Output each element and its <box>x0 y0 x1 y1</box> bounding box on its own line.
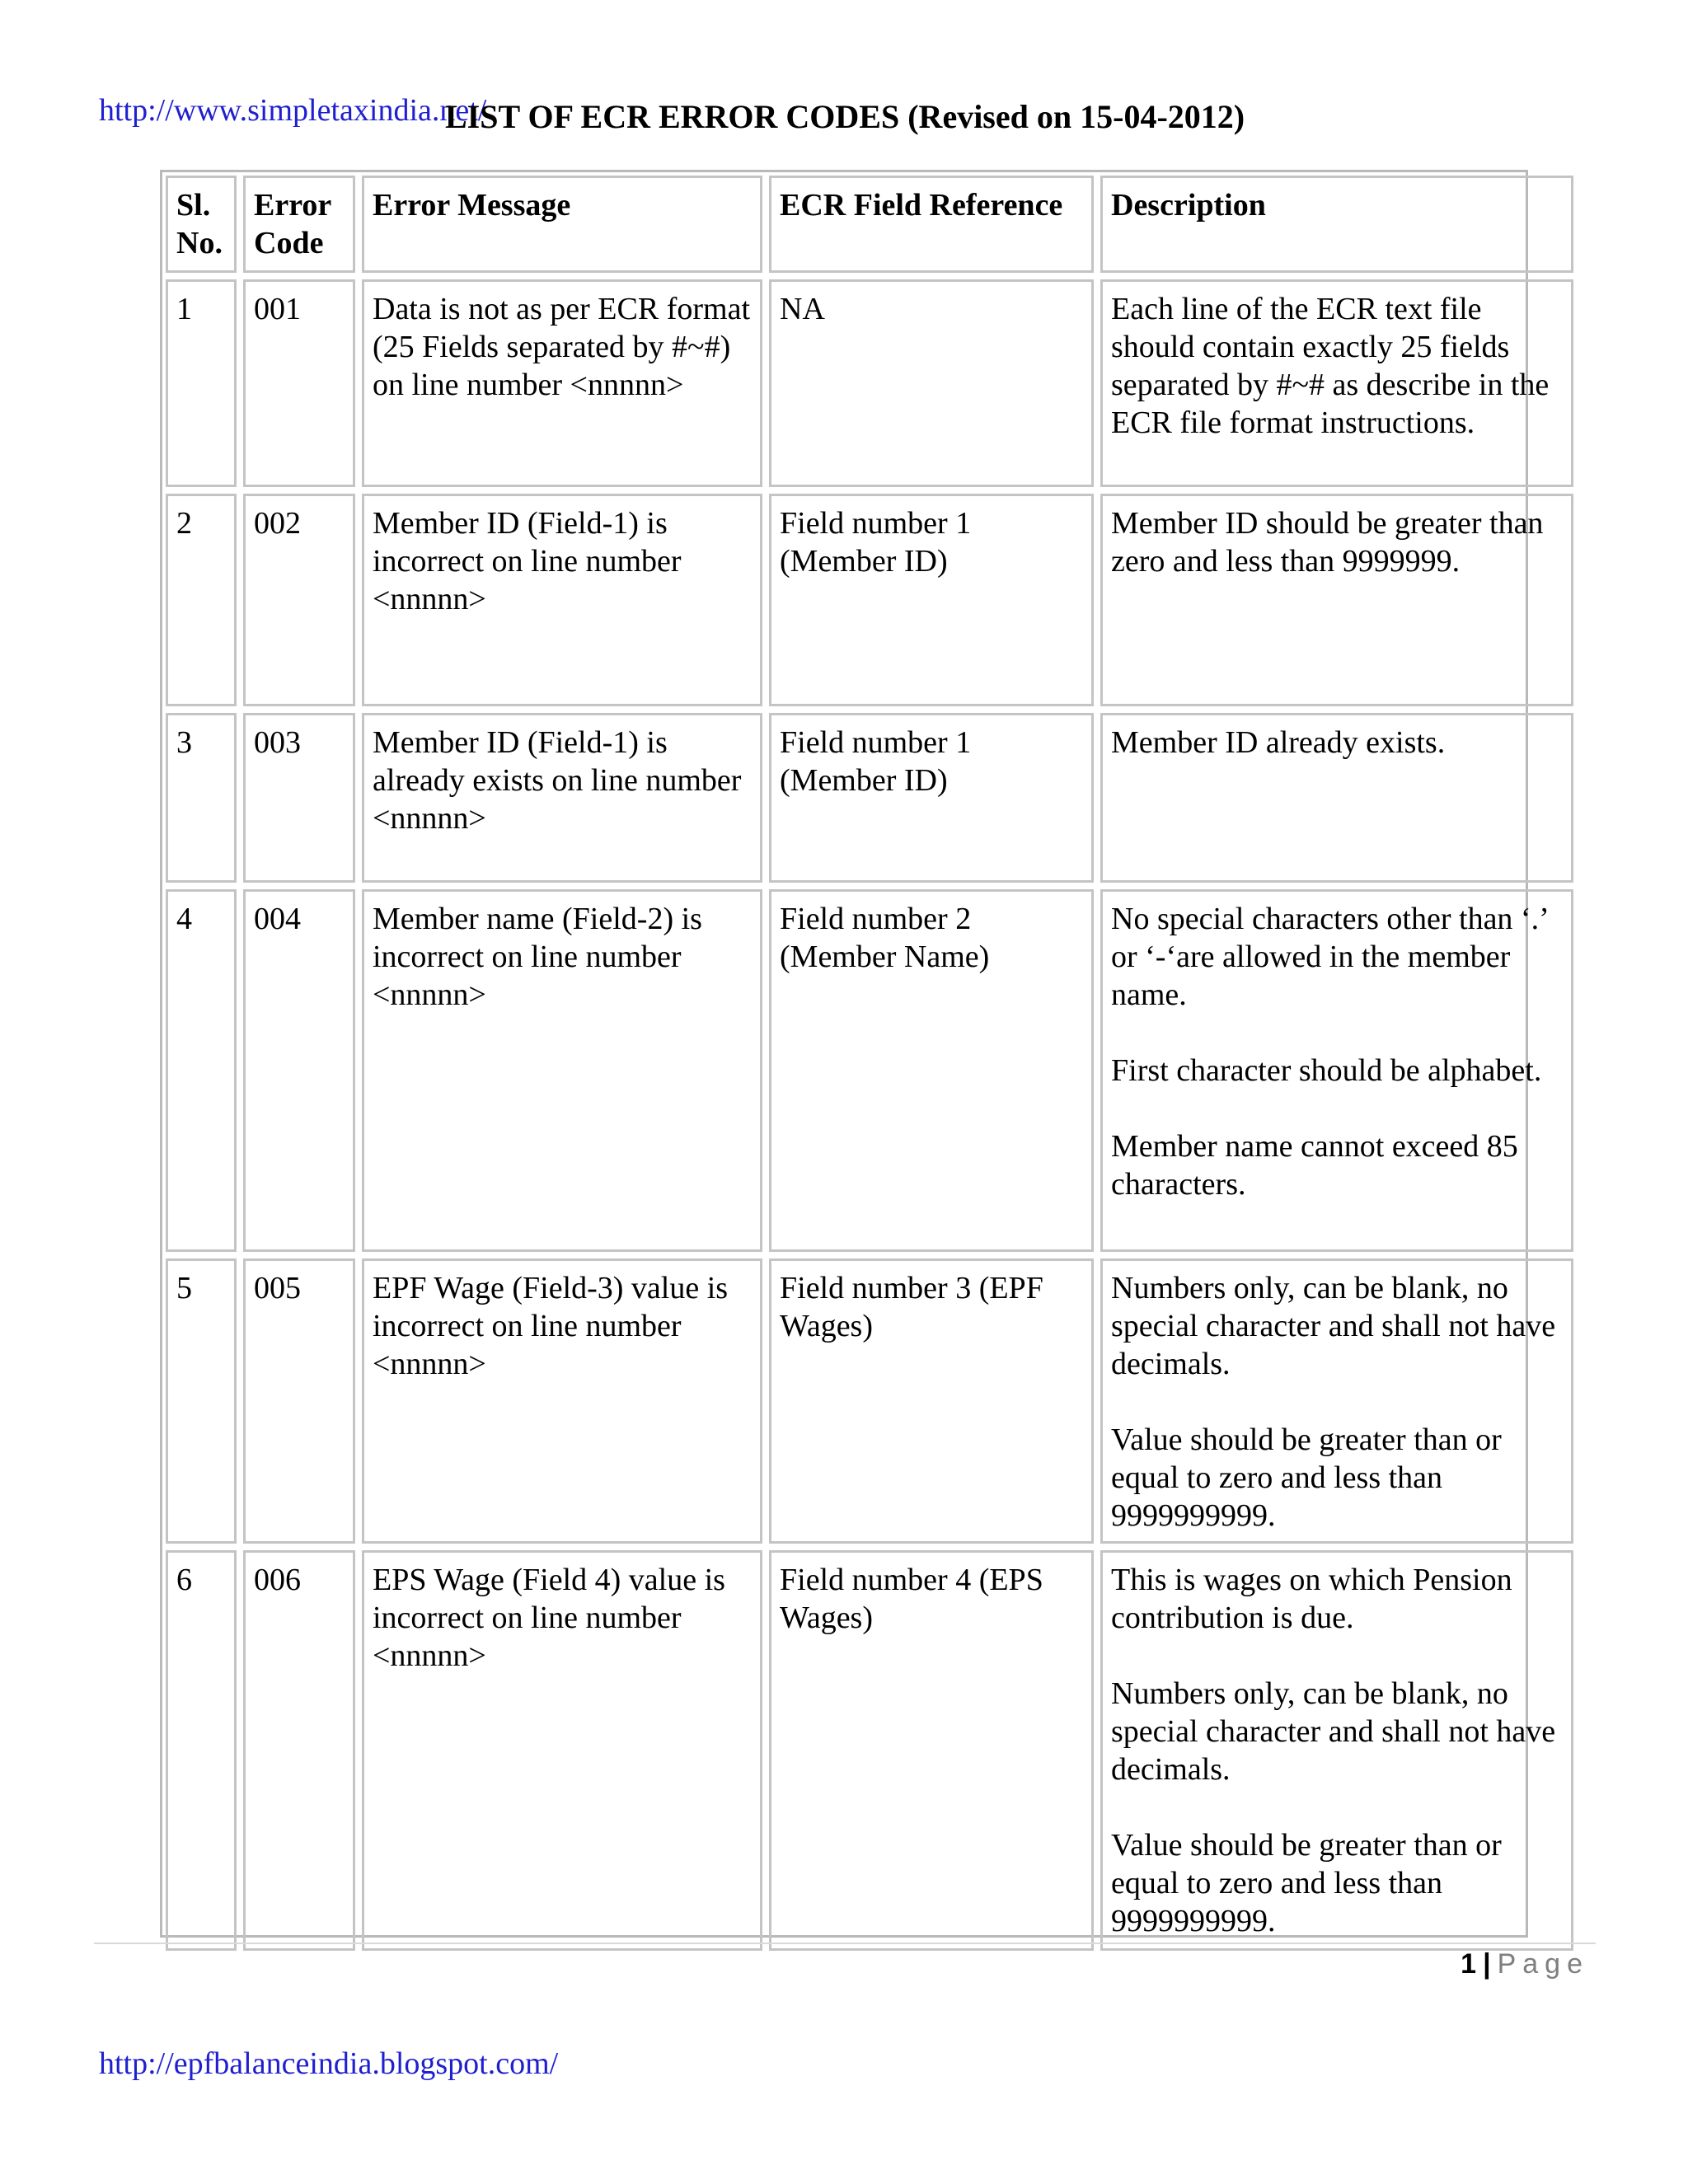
column-header-error-message: Error Message <box>362 176 762 273</box>
column-header-field-reference: ECR Field Reference <box>769 176 1094 273</box>
description-paragraph: Member ID should be greater than zero and less than 9999999. <box>1111 506 1544 579</box>
description-paragraph: Numbers only, can be blank, no special character and shall not have decimals. <box>1111 1271 1556 1381</box>
cell-description <box>1100 889 1573 1252</box>
cell-field-reference: Field number 2 (Member Name) <box>769 889 1094 1252</box>
column-header-error-code: Error Code <box>243 176 355 273</box>
table-row <box>166 494 1573 706</box>
cell-error-message: Member name (Field-2) is incorrect on line number <nnnnn> <box>362 889 762 1252</box>
error-codes-table <box>159 169 1580 1957</box>
footer-divider <box>94 1943 1596 1944</box>
cell-description <box>1100 1550 1573 1951</box>
table-row <box>166 279 1573 487</box>
page-number-separator: | <box>1483 1948 1491 1980</box>
cell-error-code: 003 <box>243 713 355 883</box>
description-paragraph: Member name cannot exceed 85 characters. <box>1111 1129 1518 1202</box>
description-paragraph: No special characters other than ‘.’ or ‘-‘are allowed in the member name. <box>1111 902 1547 1012</box>
description-paragraph: First character should be alphabet. <box>1111 1053 1542 1088</box>
cell-sl-no: 1 <box>166 279 237 487</box>
header-site-link[interactable]: http://www.simpletaxindia.net/ <box>99 93 487 128</box>
description-paragraph: Numbers only, can be blank, no special character and shall not have decimals. <box>1111 1676 1556 1787</box>
cell-error-message: EPS Wage (Field 4) value is incorrect on line number <nnnnn> <box>362 1550 762 1951</box>
cell-field-reference: Field number 1 (Member ID) <box>769 494 1094 706</box>
page-number <box>1461 1948 1589 1980</box>
description-paragraph: This is wages on which Pension contribution is due. <box>1111 1563 1512 1635</box>
cell-description <box>1100 713 1573 883</box>
cell-sl-no: 6 <box>166 1550 237 1951</box>
cell-field-reference: NA <box>769 279 1094 487</box>
table-row <box>166 1258 1573 1544</box>
description-paragraph: Each line of the ECR text file should contain exactly 25 fields separated by #~# as describe in the ECR file format instructions. <box>1111 292 1550 440</box>
cell-error-message: Member ID (Field-1) is incorrect on line number <nnnnn> <box>362 494 762 706</box>
cell-error-message: Data is not as per ECR format (25 Fields separated by #~#) on line number <nnnnn> <box>362 279 762 487</box>
cell-sl-no: 4 <box>166 889 237 1252</box>
cell-error-code: 006 <box>243 1550 355 1951</box>
page-number-value: 1 <box>1461 1948 1477 1980</box>
cell-description <box>1100 494 1573 706</box>
document-title: LIST OF ECR ERROR CODES (Revised on 15-04-2012) <box>445 98 1245 135</box>
cell-error-code: 001 <box>243 279 355 487</box>
table-row <box>166 713 1573 883</box>
cell-field-reference: Field number 4 (EPS Wages) <box>769 1550 1094 1951</box>
cell-error-code: 002 <box>243 494 355 706</box>
page-word: Page <box>1497 1948 1589 1980</box>
cell-description <box>1100 1258 1573 1544</box>
cell-field-reference: Field number 1 (Member ID) <box>769 713 1094 883</box>
column-header-description: Description <box>1100 176 1573 273</box>
cell-error-code: 005 <box>243 1258 355 1544</box>
footer-blog-link[interactable]: http://epfbalanceindia.blogspot.com/ <box>99 2046 559 2081</box>
description-paragraph: Member ID already exists. <box>1111 725 1446 760</box>
cell-description <box>1100 279 1573 487</box>
error-codes-table-container <box>160 170 1556 1938</box>
description-paragraph: Value should be greater than or equal to zero and less than 9999999999. <box>1111 1422 1502 1533</box>
description-paragraph: Value should be greater than or equal to zero and less than 9999999999. <box>1111 1828 1502 1938</box>
cell-sl-no: 5 <box>166 1258 237 1544</box>
cell-error-message: Member ID (Field-1) is already exists on line number <nnnnn> <box>362 713 762 883</box>
table-header-row <box>166 176 1573 273</box>
cell-sl-no: 3 <box>166 713 237 883</box>
column-header-sl-no: Sl. No. <box>166 176 237 273</box>
cell-error-message: EPF Wage (Field-3) value is incorrect on line number <nnnnn> <box>362 1258 762 1544</box>
cell-sl-no: 2 <box>166 494 237 706</box>
cell-error-code: 004 <box>243 889 355 1252</box>
table-row <box>166 889 1573 1252</box>
table-row <box>166 1550 1573 1951</box>
cell-field-reference: Field number 3 (EPF Wages) <box>769 1258 1094 1544</box>
